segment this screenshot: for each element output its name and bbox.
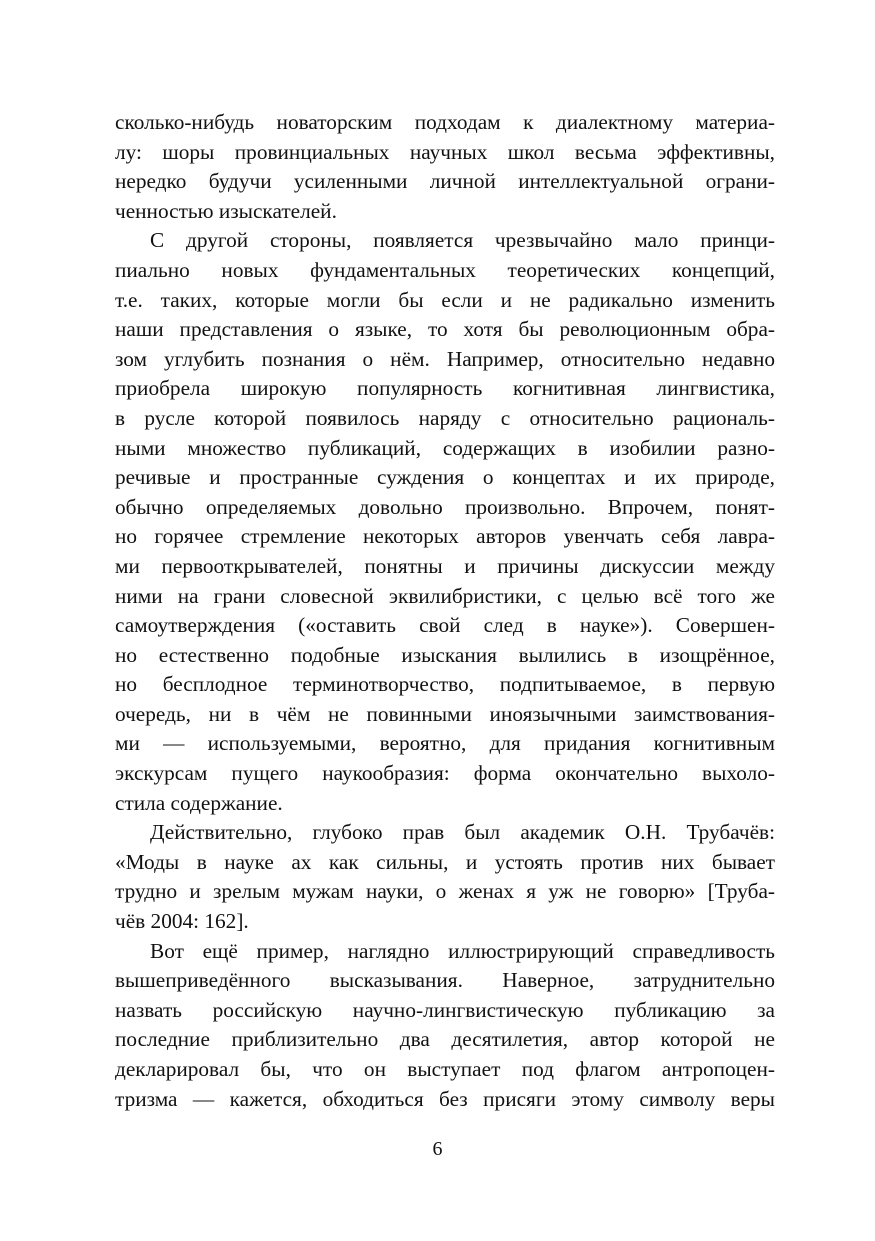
- page-body-text: [115, 108, 775, 1114]
- text-line: ми первооткрывателей, понятны и причины дискуссии между: [115, 553, 775, 578]
- text-line: экскурсам пущего наукообразия: форма окончательно выхоло-: [115, 761, 775, 786]
- text-line: тризма — кажется, обходиться без присяги этому символу веры: [115, 1086, 775, 1111]
- text-line: чёв 2004: 162].: [115, 909, 249, 934]
- text-line: вышеприведённого высказывания. Наверное, затруднительно: [115, 968, 775, 993]
- text-line: нередко будучи усиленными личной интеллектуальной ограни-: [115, 169, 775, 194]
- text-line: пиально новых фундаментальных теоретических концепций,: [115, 257, 775, 282]
- text-line: зом углубить познания о нём. Например, относительно недавно: [115, 346, 775, 371]
- page-number: 6: [432, 1138, 443, 1160]
- text-line: наши представления о языке, то хотя бы революционным обра-: [115, 317, 775, 342]
- text-line: ними на грани словесной эквилибристики, с целью всё того же: [115, 583, 775, 608]
- text-line: Действительно, глубоко прав был академик О.Н. Трубачёв:: [150, 820, 775, 845]
- text-line: «Моды в науке ах как сильны, и устоять против них бывает: [115, 849, 775, 874]
- text-line: обычно определяемых довольно произвольно. Впрочем, понят-: [115, 494, 775, 519]
- text-line: но бесплодное терминотворчество, подпитываемое, в первую: [115, 672, 775, 697]
- text-line: но горячее стремление некоторых авторов увенчать себя лавра-: [115, 524, 775, 549]
- text-line: декларировал бы, что он выступает под флагом антропоцен-: [115, 1057, 775, 1081]
- text-line: ными множество публикаций, содержащих в изобилии разно-: [115, 435, 775, 460]
- text-line: С другой стороны, появляется чрезвычайно мало принци-: [150, 228, 775, 253]
- text-line: лу: шоры провинциальных научных школ весьма эффективны,: [115, 139, 775, 164]
- text-line: назвать российскую научно-лингвистическую публикацию за: [115, 997, 775, 1022]
- text-line: трудно и зрелым мужам науки, о женах я уж не говорю» [Труба-: [115, 879, 775, 904]
- text-line: т.е. таких, которые могли бы если и не радикально изменить: [115, 287, 775, 312]
- text-line: ми — используемыми, вероятно, для придания когнитивным: [115, 731, 775, 756]
- text-line: в русле которой появилось наряду с относительно рациональ-: [115, 405, 775, 430]
- text-line: но естественно подобные изыскания вылились в изощрённое,: [115, 642, 775, 667]
- text-line: речивые и пространные суждения о концептах и их природе,: [115, 465, 775, 490]
- text-line: самоутверждения («оставить свой след в науке»). Совершен-: [115, 613, 775, 638]
- text-line: ченностью изыскателей.: [115, 198, 337, 223]
- text-line: очередь, ни в чём не повинными иноязычными заимствования-: [115, 701, 775, 726]
- text-line: приобрела широкую популярность когнитивная лингвистика,: [115, 376, 775, 401]
- text-line: сколько-нибудь новаторским подходам к диалектному материа-: [115, 110, 775, 134]
- text-line: Вот ещё пример, наглядно иллюстрирующий справедливость: [150, 938, 775, 963]
- text-line: стила содержание.: [115, 790, 283, 815]
- text-line: последние приблизительно два десятилетия, автор которой не: [115, 1027, 775, 1052]
